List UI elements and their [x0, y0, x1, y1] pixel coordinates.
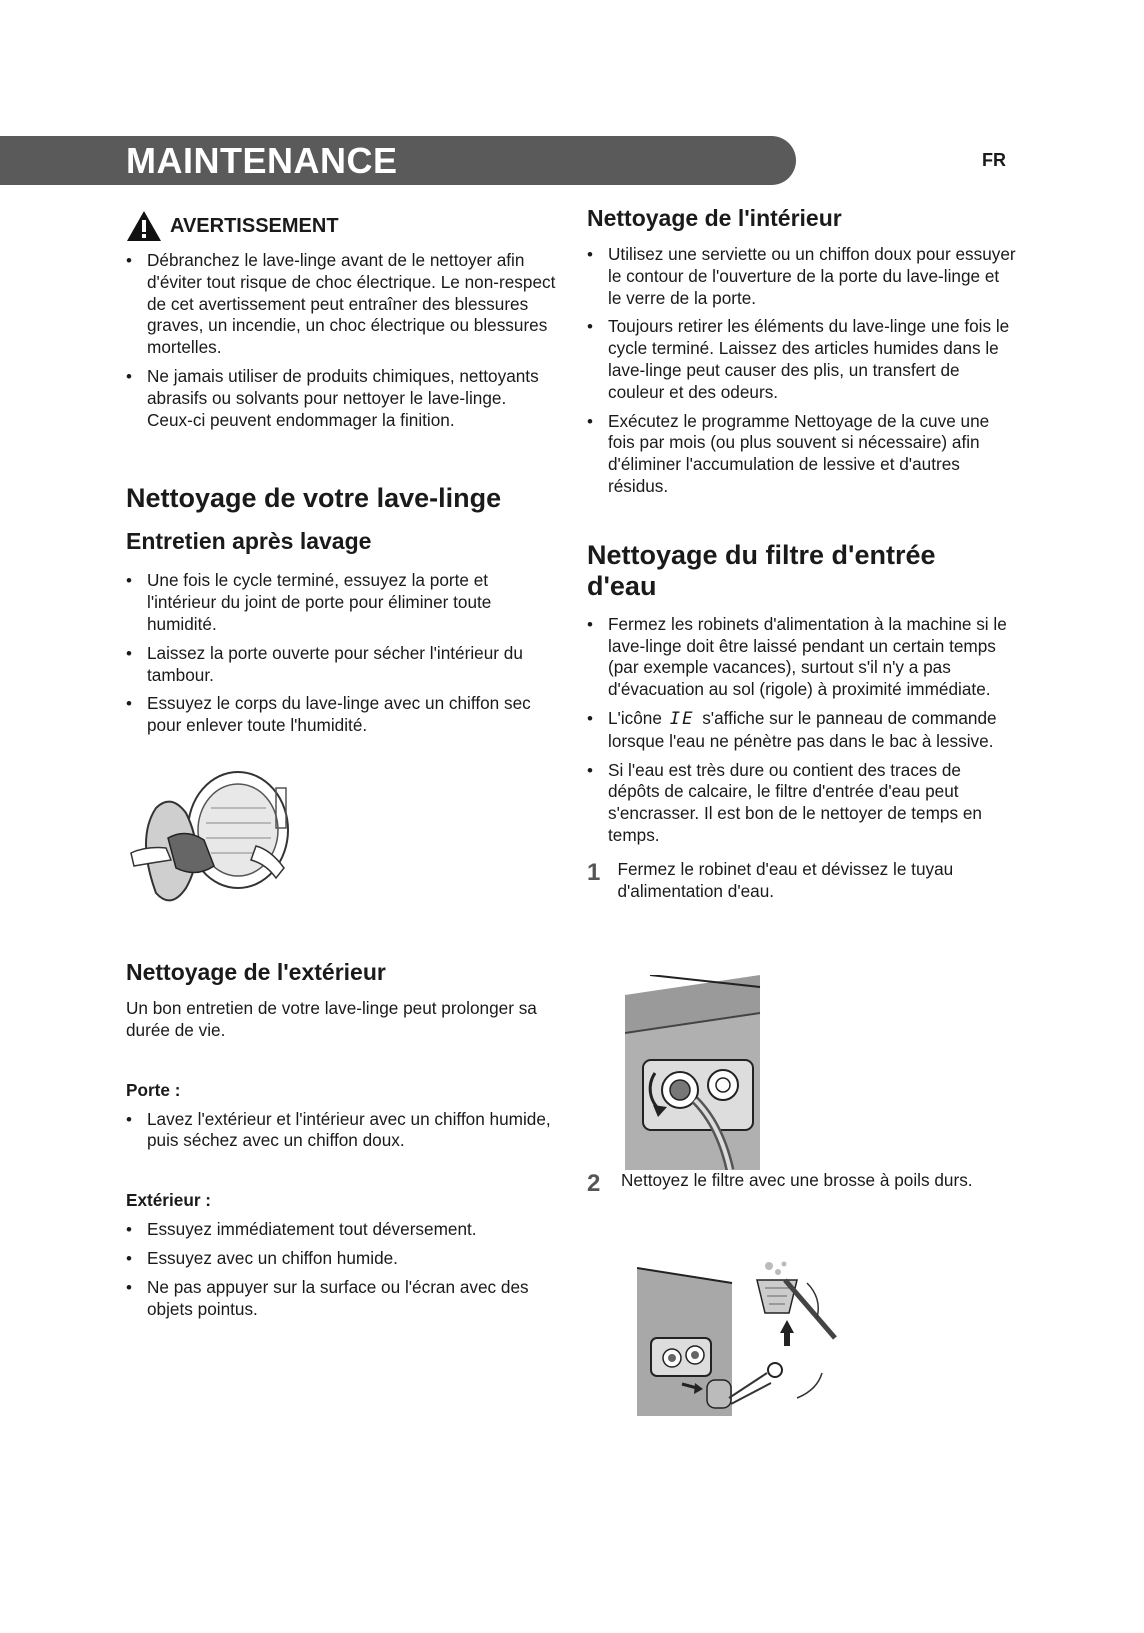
washer-door-illustration — [126, 768, 296, 913]
after-wash-list — [126, 570, 556, 737]
warning-list — [126, 250, 556, 431]
list-item-icon — [587, 708, 1017, 753]
step-number: 1 — [587, 858, 601, 886]
step-text: Fermez le robinet d'eau et dévissez le tuyau d'alimentation d'eau. — [617, 858, 954, 901]
list-item: • Débranchez le lave-linge avant de le nettoyer afin d'éviter tout risque de choc électrique. Le non-respect de cet avertissement peut entraîner des blessures graves, un incendie, un choc électrique ou blessures mortelles. — [126, 250, 556, 359]
list-item: • Essuyez immédiatement tout déversement. — [126, 1219, 556, 1241]
list-item: • Fermez les robinets d'alimentation à la machine si le lave-linge doit être laissé pendant un certain temps (par exemple vacances), surtout s'il n'y a pas d'évacuation au sol (rigole) à proximité immédiate. — [587, 614, 1017, 701]
hose-illustration — [625, 975, 765, 1170]
filter-list — [587, 614, 1017, 847]
list-item: • Si l'eau est très dure ou contient des traces de dépôts de calcaire, le filtre d'entrée d'eau peut s'encrasser. Il est bon de le nettoyer de temps en temps. — [587, 760, 1017, 847]
warning-heading — [126, 210, 556, 242]
exterior-label: Extérieur : — [126, 1190, 212, 1211]
step-number: 2 — [587, 1170, 601, 1198]
ie-code: IE — [669, 708, 695, 729]
step-text: Nettoyez le filtre avec une brosse à poils durs. — [621, 1170, 973, 1191]
warning-icon — [126, 210, 162, 242]
subsection-title-interior: Nettoyage de l'intérieur — [587, 205, 842, 231]
header-bar — [0, 136, 796, 185]
icon-item-suffix: s'affiche sur le panneau de commande lorsque l'eau ne pénètre pas dans le bac à lessive. — [608, 707, 997, 751]
list-item: • Exécutez le programme Nettoyage de la cuve une fois par mois (ou plus souvent si nécessaire) afin d'éliminer l'accumulation de lessive et d'autres résidus. — [587, 411, 1017, 498]
step-1 — [587, 859, 1017, 903]
door-list — [126, 1109, 556, 1153]
list-item: • Utilisez une serviette ou un chiffon doux pour essuyer le contour de l'ouverture de la porte du lave-linge et le verre de la porte. — [587, 244, 1017, 309]
list-item: • Ne jamais utiliser de produits chimiques, nettoyants abrasifs ou solvants pour nettoyer le lave-linge. Ceux-ci peuvent endommager la finition. — [126, 366, 556, 431]
list-item: • Essuyez avec un chiffon humide. — [126, 1248, 556, 1270]
interior-list — [587, 244, 1017, 498]
list-item: • Laissez la porte ouverte pour sécher l'intérieur du tambour. — [126, 643, 556, 687]
page-title: MAINTENANCE — [126, 140, 398, 181]
subsection-title-exterior: Nettoyage de l'extérieur — [126, 958, 386, 985]
warning-title: AVERTISSEMENT — [170, 214, 339, 237]
language-code: FR — [982, 150, 1006, 170]
list-item: • Une fois le cycle terminé, essuyez la porte et l'intérieur du joint de porte pour éliminer toute humidité. — [126, 570, 556, 635]
list-item: • Ne pas appuyer sur la surface ou l'écran avec des objets pointus. — [126, 1277, 556, 1321]
door-label: Porte : — [126, 1079, 181, 1100]
filter-brush-illustration — [637, 1258, 842, 1416]
exterior-list — [126, 1219, 556, 1320]
step-2 — [587, 1170, 1017, 1198]
list-item: • Essuyez le corps du lave-linge avec un chiffon sec pour enlever toute l'humidité. — [126, 693, 556, 737]
subsection-title-after-wash: Entretien après lavage — [126, 528, 372, 555]
list-item: • Toujours retirer les éléments du lave-linge une fois le cycle terminé. Laissez des articles humides dans le lave-linge peut causer des plis, un transfert de couleur et des odeurs. — [587, 316, 1017, 403]
section-title-cleaning: Nettoyage de votre lave-linge — [126, 483, 502, 514]
icon-item-prefix: L'icône — [608, 707, 662, 728]
list-item: • Lavez l'extérieur et l'intérieur avec un chiffon humide, puis séchez avec un chiffon doux. — [126, 1109, 556, 1153]
exterior-intro: Un bon entretien de votre lave-linge peut prolonger sa durée de vie. — [126, 997, 537, 1040]
section-title-filter: Nettoyage du filtre d'entrée d'eau — [587, 539, 936, 601]
